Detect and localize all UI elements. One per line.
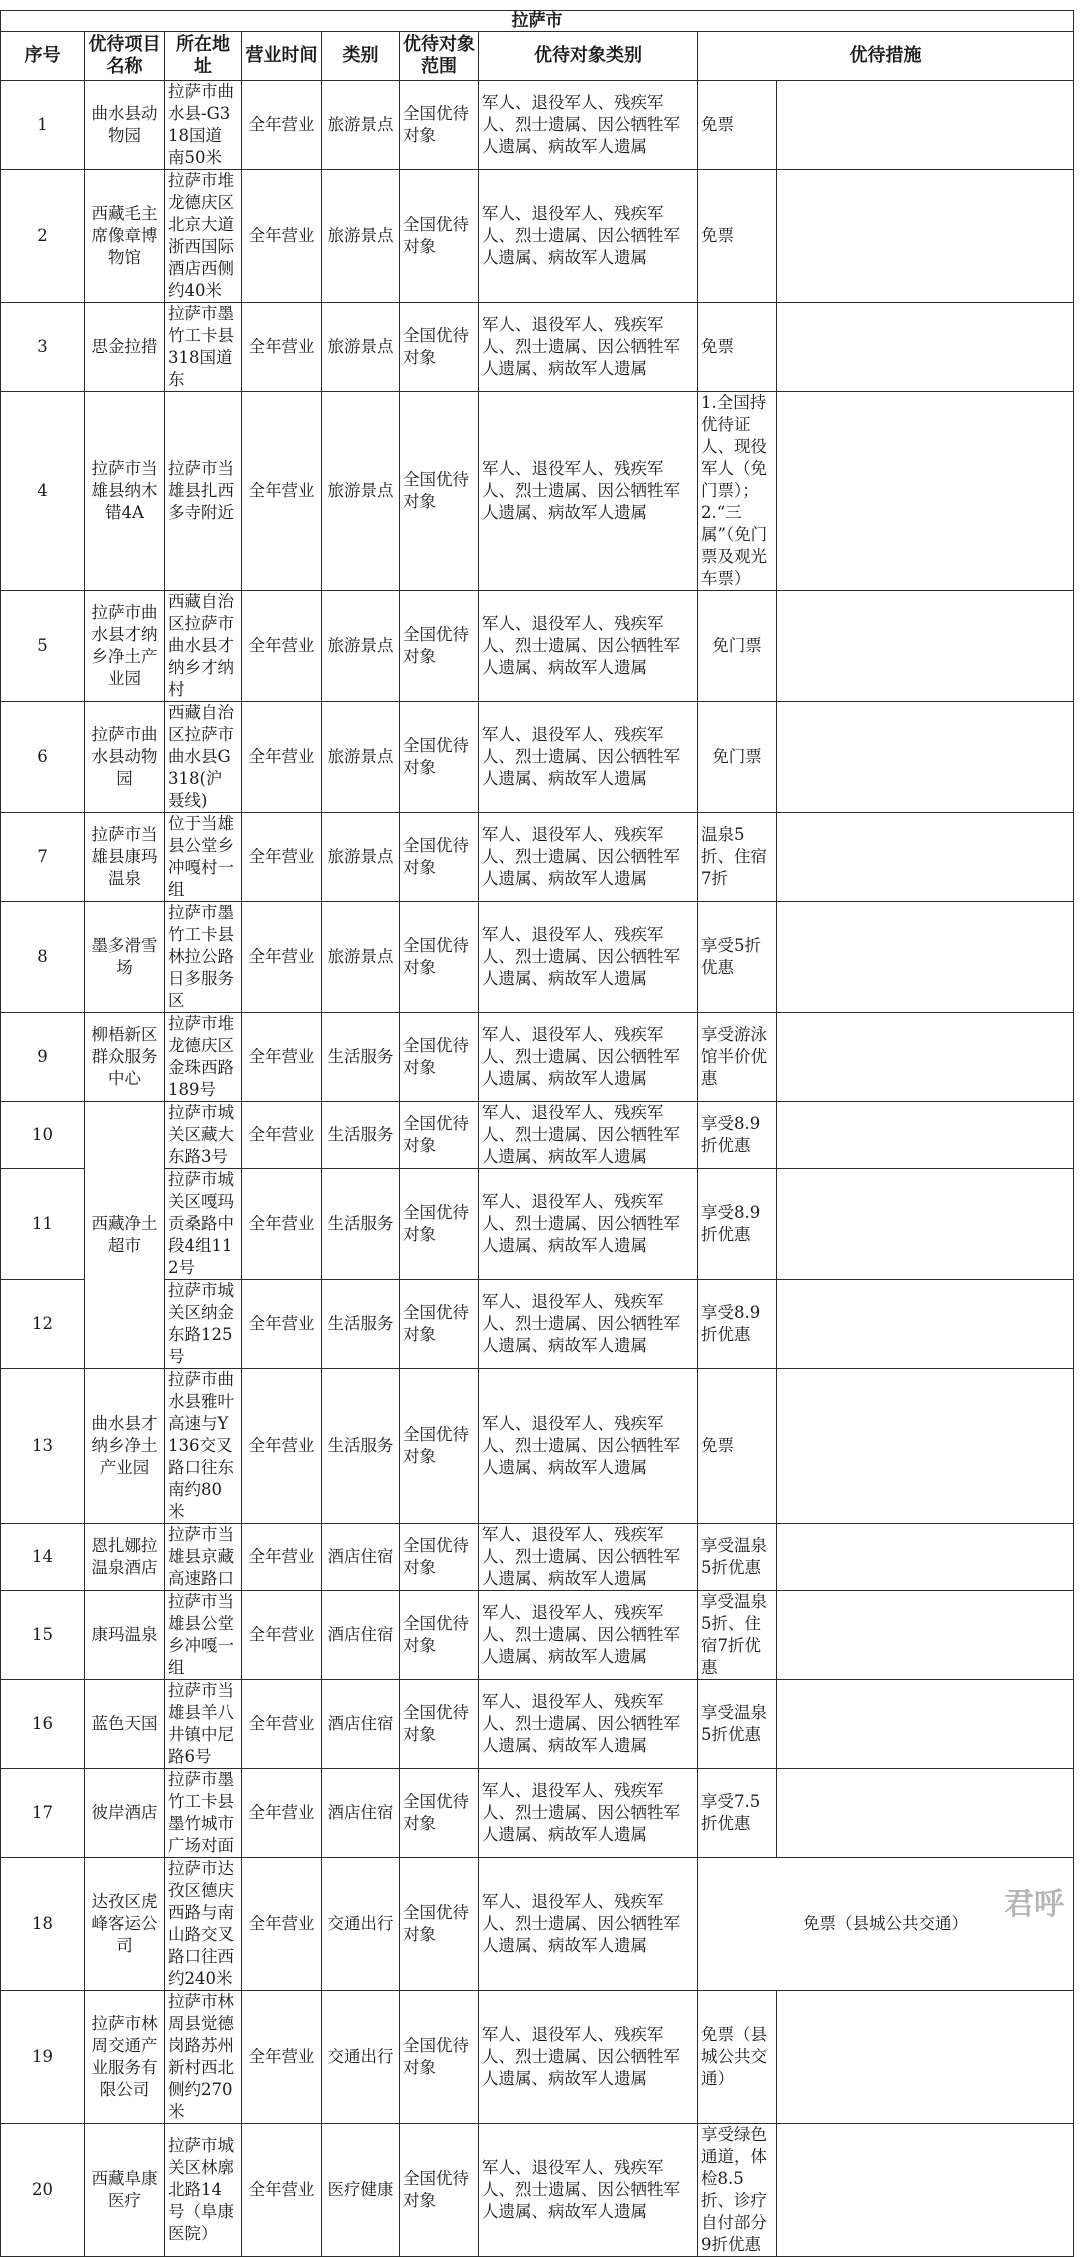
cell-no: 11 [1,1169,85,1280]
cell-name: 墨多滑雪场 [85,902,165,1013]
cell-measure-extra [777,1280,1074,1369]
cell-address: 位于当雄县公堂乡冲嘎村一组 [165,813,242,902]
cell-no: 7 [1,813,85,902]
cell-address: 拉萨市城关区藏大东路3号 [165,1102,242,1169]
cell-targets: 军人、退役军人、残疾军人、烈士遗属、因公牺牲军人遗属、病故军人遗属 [479,902,698,1013]
cell-measure: 1.全国持优待证人、现役军人（免门票）；2.“三属”（免门票及观光车票） [698,392,777,591]
cell-measure-extra [777,1680,1074,1769]
cell-address: 拉萨市当雄县羊八井镇中尼路6号 [165,1680,242,1769]
header-row [1,32,1074,81]
cell-measure-extra [777,170,1074,303]
cell-hours: 全年营业 [242,1769,322,1858]
cell-category: 酒店住宿 [322,1524,400,1591]
cell-no: 17 [1,1769,85,1858]
cell-name: 思金拉措 [85,303,165,392]
cell-scope: 全国优待对象 [400,81,479,170]
cell-hours: 全年营业 [242,81,322,170]
cell-hours: 全年营业 [242,303,322,392]
cell-address: 拉萨市当雄县公堂乡冲嘎一组 [165,1591,242,1680]
cell-measure-extra [777,1013,1074,1102]
cell-targets: 军人、退役军人、残疾军人、烈士遗属、因公牺牲军人遗属、病故军人遗属 [479,81,698,170]
table-row [1,902,1074,1013]
cell-no: 6 [1,702,85,813]
cell-hours: 全年营业 [242,1524,322,1591]
cell-name: 柳梧新区群众服务中心 [85,1013,165,1102]
cell-measure-extra [777,591,1074,702]
cell-name: 西藏净土超市 [85,1102,165,1369]
cell-measure-extra [777,813,1074,902]
cell-scope: 全国优待对象 [400,902,479,1013]
cell-no: 3 [1,303,85,392]
cell-category: 酒店住宿 [322,1591,400,1680]
cell-no: 20 [1,2124,85,2257]
cell-scope: 全国优待对象 [400,813,479,902]
cell-address: 拉萨市堆龙德庆区北京大道浙西国际酒店西侧约40米 [165,170,242,303]
cell-address: 西藏自治区拉萨市曲水县G318(沪聂线) [165,702,242,813]
cell-targets: 军人、退役军人、残疾军人、烈士遗属、因公牺牲军人遗属、病故军人遗属 [479,1013,698,1102]
cell-scope: 全国优待对象 [400,1369,479,1524]
cell-targets: 军人、退役军人、残疾军人、烈士遗属、因公牺牲军人遗属、病故军人遗属 [479,813,698,902]
watermark: 君呼 [1004,1887,1064,1922]
cell-category: 医疗健康 [322,2124,400,2257]
cell-measure-extra [777,392,1074,591]
cell-category: 旅游景点 [322,81,400,170]
cell-targets: 军人、退役军人、残疾军人、烈士遗属、因公牺牲军人遗属、病故军人遗属 [479,392,698,591]
table-row [1,81,1074,170]
cell-address: 拉萨市墨竹工卡县318国道东 [165,303,242,392]
cell-measure-extra [777,1102,1074,1169]
header-address: 所在地址 [165,32,242,81]
cell-no: 14 [1,1524,85,1591]
cell-address: 拉萨市城关区纳金东路125号 [165,1280,242,1369]
cell-scope: 全国优待对象 [400,591,479,702]
cell-targets: 军人、退役军人、残疾军人、烈士遗属、因公牺牲军人遗属、病故军人遗属 [479,1369,698,1524]
cell-scope: 全国优待对象 [400,702,479,813]
cell-targets: 军人、退役军人、残疾军人、烈士遗属、因公牺牲军人遗属、病故军人遗属 [479,1280,698,1369]
cell-no: 1 [1,81,85,170]
cell-measure-extra [777,1591,1074,1680]
cell-category: 旅游景点 [322,303,400,392]
cell-targets: 军人、退役军人、残疾军人、烈士遗属、因公牺牲军人遗属、病故军人遗属 [479,1991,698,2124]
cell-category: 生活服务 [322,1369,400,1524]
cell-targets: 军人、退役军人、残疾军人、烈士遗属、因公牺牲军人遗属、病故军人遗属 [479,1858,698,1991]
header-name: 优待项目名称 [85,32,165,81]
cell-scope: 全国优待对象 [400,2124,479,2257]
cell-targets: 军人、退役军人、残疾军人、烈士遗属、因公牺牲军人遗属、病故军人遗属 [479,591,698,702]
cell-category: 生活服务 [322,1102,400,1169]
cell-hours: 全年营业 [242,1169,322,1280]
cell-address: 拉萨市城关区林廓北路14号（阜康医院） [165,2124,242,2257]
table-row [1,591,1074,702]
cell-address: 拉萨市墨竹工卡县林拉公路日多服务区 [165,902,242,1013]
cell-measure: 免票 [698,1369,777,1524]
cell-measure-extra [777,303,1074,392]
cell-address: 拉萨市当雄县京藏高速路口 [165,1524,242,1591]
cell-hours: 全年营业 [242,1280,322,1369]
cell-measure: 免票（县城公共交通） [698,1991,777,2124]
cell-category: 旅游景点 [322,591,400,702]
cell-name: 康玛温泉 [85,1591,165,1680]
cell-category: 酒店住宿 [322,1680,400,1769]
cell-targets: 军人、退役军人、残疾军人、烈士遗属、因公牺牲军人遗属、病故军人遗属 [479,170,698,303]
cell-name: 恩扎娜拉温泉酒店 [85,1524,165,1591]
cell-category: 生活服务 [322,1013,400,1102]
cell-measure: 免票 [698,303,777,392]
cell-name: 达孜区虎峰客运公司 [85,1858,165,1991]
cell-scope: 全国优待对象 [400,1102,479,1169]
cell-address: 西藏自治区拉萨市曲水县才纳乡才纳村 [165,591,242,702]
cell-measure: 享受8.9折优惠 [698,1280,777,1369]
cell-name: 彼岸酒店 [85,1769,165,1858]
cell-measure-extra [777,1769,1074,1858]
cell-address: 拉萨市当雄县扎西多寺附近 [165,392,242,591]
cell-measure: 享受游泳馆半价优惠 [698,1013,777,1102]
cell-no: 13 [1,1369,85,1524]
cell-name: 蓝色天国 [85,1680,165,1769]
table-title: 拉萨市 [1,11,1074,32]
table-row [1,303,1074,392]
cell-measure-extra [777,1991,1074,2124]
cell-category: 旅游景点 [322,813,400,902]
cell-scope: 全国优待对象 [400,170,479,303]
cell-address: 拉萨市堆龙德庆区金珠西路189号 [165,1013,242,1102]
cell-no: 16 [1,1680,85,1769]
title-row [1,11,1074,32]
cell-hours: 全年营业 [242,1858,322,1991]
header-measure: 优待措施 [698,32,1074,81]
cell-measure: 免票 [698,170,777,303]
table-row [1,813,1074,902]
cell-name: 拉萨市曲水县才纳乡净土产业园 [85,591,165,702]
cell-name: 拉萨市曲水县动物园 [85,702,165,813]
cell-scope: 全国优待对象 [400,1991,479,2124]
cell-targets: 军人、退役军人、残疾军人、烈士遗属、因公牺牲军人遗属、病故军人遗属 [479,2124,698,2257]
cell-hours: 全年营业 [242,2124,322,2257]
cell-hours: 全年营业 [242,1369,322,1524]
cell-hours: 全年营业 [242,1680,322,1769]
table-row [1,1858,1074,1991]
benefits-table [0,10,1074,2257]
cell-category: 生活服务 [322,1280,400,1369]
cell-measure: 免门票 [698,591,777,702]
cell-targets: 军人、退役军人、残疾军人、烈士遗属、因公牺牲军人遗属、病故军人遗属 [479,702,698,813]
table-row [1,170,1074,303]
cell-scope: 全国优待对象 [400,1858,479,1991]
cell-measure: 享受8.9折优惠 [698,1169,777,1280]
table-row [1,702,1074,813]
cell-scope: 全国优待对象 [400,1591,479,1680]
cell-measure: 免票（县城公共交通） [698,1858,1074,1991]
table-row [1,1680,1074,1769]
cell-measure-extra [777,1369,1074,1524]
cell-hours: 全年营业 [242,1013,322,1102]
cell-name: 曲水县才纳乡净土产业园 [85,1369,165,1524]
cell-no: 4 [1,392,85,591]
cell-scope: 全国优待对象 [400,392,479,591]
cell-targets: 军人、退役军人、残疾军人、烈士遗属、因公牺牲军人遗属、病故军人遗属 [479,1680,698,1769]
cell-hours: 全年营业 [242,170,322,303]
cell-measure: 免票 [698,81,777,170]
cell-name: 拉萨市林周交通产业服务有限公司 [85,1991,165,2124]
table-row [1,1524,1074,1591]
cell-targets: 军人、退役军人、残疾军人、烈士遗属、因公牺牲军人遗属、病故军人遗属 [479,1591,698,1680]
cell-category: 生活服务 [322,1169,400,1280]
cell-measure-extra [777,1169,1074,1280]
cell-hours: 全年营业 [242,813,322,902]
table-row [1,1991,1074,2124]
cell-address: 拉萨市达孜区德庆西路与南山路交叉路口往西约240米 [165,1858,242,1991]
cell-category: 交通出行 [322,1858,400,1991]
cell-measure: 享受温泉5折、住宿7折优惠 [698,1591,777,1680]
header-scope: 优待对象范围 [400,32,479,81]
table-row [1,2124,1074,2257]
cell-measure-extra [777,81,1074,170]
cell-category: 旅游景点 [322,902,400,1013]
header-no: 序号 [1,32,85,81]
cell-measure-extra [777,902,1074,1013]
cell-no: 8 [1,902,85,1013]
cell-no: 12 [1,1280,85,1369]
header-targets: 优待对象类别 [479,32,698,81]
cell-measure: 享受温泉5折优惠 [698,1524,777,1591]
cell-category: 交通出行 [322,1991,400,2124]
cell-measure: 免门票 [698,702,777,813]
cell-scope: 全国优待对象 [400,1680,479,1769]
cell-scope: 全国优待对象 [400,1013,479,1102]
table-row [1,1591,1074,1680]
cell-measure: 享受温泉5折优惠 [698,1680,777,1769]
cell-measure: 温泉5折、住宿7折 [698,813,777,902]
cell-hours: 全年营业 [242,902,322,1013]
cell-hours: 全年营业 [242,702,322,813]
cell-category: 酒店住宿 [322,1769,400,1858]
cell-address: 拉萨市林周县觉德岗路苏州新村西北侧约270米 [165,1991,242,2124]
cell-category: 旅游景点 [322,392,400,591]
cell-hours: 全年营业 [242,1991,322,2124]
cell-scope: 全国优待对象 [400,303,479,392]
cell-no: 10 [1,1102,85,1169]
cell-measure: 享受7.5折优惠 [698,1769,777,1858]
cell-measure: 享受8.9折优惠 [698,1102,777,1169]
cell-name: 拉萨市当雄县纳木错4A [85,392,165,591]
cell-no: 18 [1,1858,85,1991]
cell-name: 西藏毛主席像章博物馆 [85,170,165,303]
cell-measure-extra [777,2124,1074,2257]
cell-address: 拉萨市墨竹工卡县墨竹城市广场对面 [165,1769,242,1858]
cell-name: 西藏阜康医疗 [85,2124,165,2257]
cell-name: 拉萨市当雄县康玛温泉 [85,813,165,902]
cell-address: 拉萨市城关区嘎玛贡桑路中段4组112号 [165,1169,242,1280]
table-row [1,1102,1074,1169]
cell-category: 旅游景点 [322,170,400,303]
header-hours: 营业时间 [242,32,322,81]
cell-measure: 享受5折优惠 [698,902,777,1013]
cell-no: 15 [1,1591,85,1680]
cell-category: 旅游景点 [322,702,400,813]
cell-targets: 军人、退役军人、残疾军人、烈士遗属、因公牺牲军人遗属、病故军人遗属 [479,303,698,392]
cell-no: 9 [1,1013,85,1102]
cell-name: 曲水县动物园 [85,81,165,170]
cell-no: 19 [1,1991,85,2124]
cell-targets: 军人、退役军人、残疾军人、烈士遗属、因公牺牲军人遗属、病故军人遗属 [479,1169,698,1280]
table-row [1,1013,1074,1102]
header-category: 类别 [322,32,400,81]
cell-targets: 军人、退役军人、残疾军人、烈士遗属、因公牺牲军人遗属、病故军人遗属 [479,1769,698,1858]
cell-hours: 全年营业 [242,1102,322,1169]
cell-targets: 军人、退役军人、残疾军人、烈士遗属、因公牺牲军人遗属、病故军人遗属 [479,1102,698,1169]
cell-hours: 全年营业 [242,392,322,591]
cell-no: 5 [1,591,85,702]
cell-measure: 享受绿色通道，体检8.5折、诊疗自付部分9折优惠 [698,2124,777,2257]
cell-hours: 全年营业 [242,1591,322,1680]
cell-measure-extra [777,1524,1074,1591]
cell-address: 拉萨市曲水县雅叶高速与Y136交叉路口往东南约80米 [165,1369,242,1524]
table-row [1,392,1074,591]
cell-hours: 全年营业 [242,591,322,702]
cell-address: 拉萨市曲水县-G318国道南50米 [165,81,242,170]
cell-targets: 军人、退役军人、残疾军人、烈士遗属、因公牺牲军人遗属、病故军人遗属 [479,1524,698,1591]
cell-no: 2 [1,170,85,303]
table-row [1,1369,1074,1524]
cell-scope: 全国优待对象 [400,1769,479,1858]
cell-scope: 全国优待对象 [400,1169,479,1280]
cell-scope: 全国优待对象 [400,1280,479,1369]
table-row [1,1769,1074,1858]
cell-measure-extra [777,702,1074,813]
cell-scope: 全国优待对象 [400,1524,479,1591]
